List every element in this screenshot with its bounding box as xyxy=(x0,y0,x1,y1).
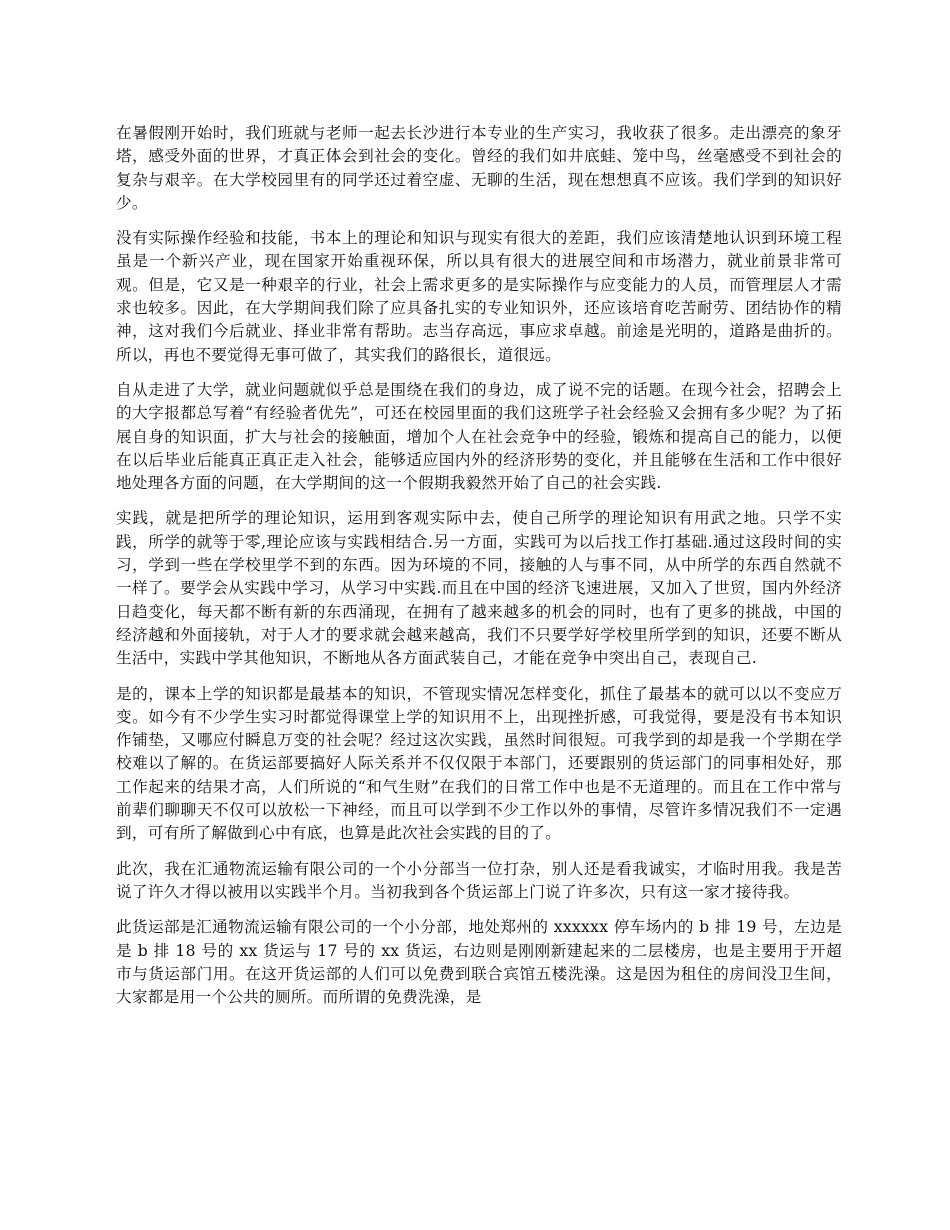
paragraph-7: 此货运部是汇通物流运输有限公司的一个小分部，地处郑州的 xxxxxx 停车场内的 b 排 19 号，左边是是 b 排 18 号的 xx 货运与 17 号的 xx 货运，右边则是刚刚新建起来的二层楼房，也是主要用于开超市与货运部门用。在这开货运部的人们可以免费到联合宾馆五楼洗澡。这是因为租住的房间没卫生间，大家都是用一个公共的厕所。而所谓的免费洗澡，是 xyxy=(116,918,842,1007)
paragraph-4: 实践，就是把所学的理论知识，运用到客观实际中去，使自己所学的理论知识有用武之地。只学不实践，所学的就等于零,理论应该与实践相结合.另一方面，实践可为以后找工作打基础.通过这段时间的实习，学到一些在学校里学不到的东西。因为环境的不同，接触的人与事不同，从中所学的东西自然就不一样了。要学会从实践中学习，从学习中实践.而且在中国的经济飞速进展，又加入了世贸，国内外经济日趋变化，每天都不断有新的东西涌现，在拥有了越来越多的机会的同时，也有了更多的挑战，中国的经济越和外面接轨，对于人才的要求就会越来越高，我们不只要学好学校里所学到的知识，还要不断从生活中，实践中学其他知识，不断地从各方面武装自己，才能在竞争中突出自己，表现自己. xyxy=(116,509,842,668)
paragraph-2: 没有实际操作经验和技能，书本上的理论和知识与现实有很大的差距，我们应该清楚地认识到环境工程虽是一个新兴产业，现在国家开始重视环保，所以具有很大的进展空间和市场潜力，就业前景非常可观。但是，它又是一种艰辛的行业，社会上需求更多的是实际操作与应变能力的人员，而管理层人才需求也较多。因此，在大学期间我们除了应具备扎实的专业知识外，还应该培育吃苦耐劳、团结协作的精神，这对我们今后就业、择业非常有帮助。志当存高远，事应求卓越。前途是光明的，道路是曲折的。所以，再也不要觉得无事可做了，其实我们的路很长，道很远。 xyxy=(116,229,842,364)
document-page xyxy=(116,122,842,1021)
paragraph-6: 此次，我在汇通物流运输有限公司的一个小分部当一位打杂，别人还是看我诚实，才临时用我。我是苦说了许久才得以被用以实践半个月。当初我到各个货运部上门说了许多次，只有这一家才接待我。 xyxy=(116,859,842,901)
paragraph-3: 自从走进了大学，就业问题就似乎总是围绕在我们的身边，成了说不完的话题。在现今社会，招聘会上的大字报都总写着“有经验者优先”，可还在校园里面的我们这班学子社会经验又会拥有多少呢？为了拓展自身的知识面，扩大与社会的接触面，增加个人在社会竞争中的经验，锻炼和提高自己的能力，以便在以后毕业后能真正真正走入社会，能够适应国内外的经济形势的变化，并且能够在生活和工作中很好地处理各方面的问题，在大学期间的这一个假期我毅然开始了自己的社会实践. xyxy=(116,380,842,493)
paragraph-1: 在暑假刚开始时，我们班就与老师一起去长沙进行本专业的生产实习，我收获了很多。走出漂亮的象牙塔，感受外面的世界，才真正体会到社会的变化。曾经的我们如井底蛙、笼中鸟，丝毫感受不到社会的复杂与艰辛。在大学校园里有的同学还过着空虚、无聊的生活，现在想想真不应该。我们学到的知识好少。 xyxy=(116,124,842,212)
paragraph-5: 是的，课本上学的知识都是最基本的知识，不管现实情况怎样变化，抓住了最基本的就可以以不变应万变。如今有不少学生实习时都觉得课堂上学的知识用不上，出现挫折感，可我觉得，要是没有书本知识作铺垫，又哪应付瞬息万变的社会呢？经过这次实践，虽然时间很短。可我学到的却是我一个学期在学校难以了解的。在货运部要搞好人际关系并不仅仅限于本部门，还要跟别的货运部门的同事相处好，那工作起来的结果才高，人们所说的“和气生财”在我们的日常工作中也是不无道理的。而且在工作中常与前辈们聊聊天不仅可以放松一下神经，而且可以学到不少工作以外的事情，尽管许多情况我们不一定遇到，可有所了解做到心中有底，也算是此次社会实践的目的了。 xyxy=(116,684,842,843)
